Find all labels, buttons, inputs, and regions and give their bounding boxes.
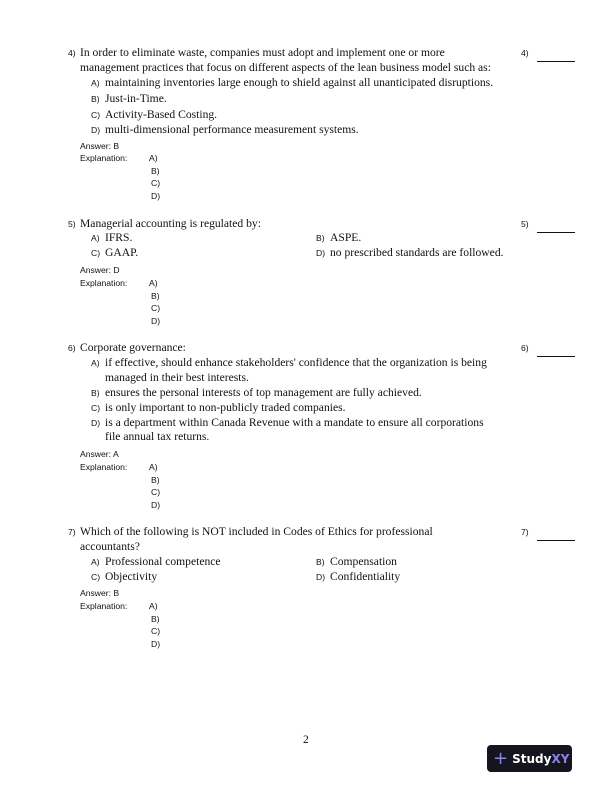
option-label: B) — [316, 557, 325, 567]
explanation-letter: C) — [151, 487, 161, 498]
option-text: GAAP. — [105, 246, 139, 259]
option-text: is only important to non-publicly traded companies. — [105, 401, 346, 414]
answer-slot-number: 5) — [521, 219, 529, 229]
option-text: is a department within Canada Revenue with a mandate to ensure all corporations — [105, 416, 484, 429]
option-label: C) — [91, 110, 101, 120]
option-text: Activity-Based Costing. — [105, 108, 218, 121]
answer-key: Answer: A — [80, 449, 119, 459]
badge-text: Study — [512, 751, 552, 766]
plus-icon: + — [493, 747, 509, 769]
page-number: 2 — [303, 733, 309, 746]
explanation-letter: D) — [151, 638, 161, 649]
answer-slot-number: 4) — [521, 48, 529, 58]
explanation-letter: D) — [151, 190, 161, 201]
explanation-letter: B) — [151, 613, 160, 624]
explanation-letter: D) — [151, 499, 161, 510]
explanation-letter: C) — [151, 178, 161, 189]
option-label: C) — [91, 403, 101, 413]
answer-key: Answer: B — [80, 588, 120, 598]
explanation-letter: C) — [151, 303, 161, 314]
explanation-letter: B) — [151, 165, 160, 176]
option-label: B) — [91, 94, 100, 104]
option-text: IFRS. — [105, 231, 133, 244]
option-text: Objectivity — [105, 570, 158, 583]
question-stem: accountants? — [80, 540, 140, 553]
option-text: ensures the personal interests of top management are fully achieved. — [105, 386, 422, 399]
question-stem: Which of the following is NOT included in Codes of Ethics for professional — [80, 525, 433, 538]
explanation-label: Explanation: — [80, 278, 128, 288]
explanation-letter: A) — [149, 462, 158, 472]
question-stem: Corporate governance: — [80, 341, 186, 354]
option-text: if effective, should enhance stakeholders' confidence that the organization is being — [105, 356, 487, 369]
option-label: B) — [316, 233, 325, 243]
explanation-letter: B) — [151, 474, 160, 485]
answer-key: Answer: B — [80, 141, 120, 151]
option-text: Just-in-Time. — [105, 92, 167, 105]
answer-blank[interactable] — [537, 61, 575, 62]
option-label: A) — [91, 358, 100, 368]
answer-blank[interactable] — [537, 540, 575, 541]
option-label: A) — [91, 557, 100, 567]
explanation-letter: A) — [149, 153, 158, 163]
explanation-letter: D) — [151, 315, 161, 326]
option-label: B) — [91, 388, 100, 398]
answer-slot-number: 6) — [521, 343, 529, 353]
question-stem: Managerial accounting is regulated by: — [80, 217, 261, 230]
answer-slot-number: 7) — [521, 527, 529, 537]
option-label: D) — [316, 572, 326, 582]
option-text: multi-dimensional performance measurement systems. — [105, 123, 359, 136]
option-label: A) — [91, 78, 100, 88]
option-text: Professional competence — [105, 555, 221, 568]
option-text: ASPE. — [330, 231, 362, 244]
question-number: 5) — [68, 219, 76, 229]
option-text: Compensation — [330, 555, 397, 568]
explanation-letter: C) — [151, 626, 161, 637]
explanation-letter: A) — [149, 601, 158, 611]
question-number: 6) — [68, 343, 76, 353]
explanation-letter: B) — [151, 290, 160, 301]
option-label: D) — [91, 418, 101, 428]
badge-accent: XY — [551, 751, 570, 766]
option-label: C) — [91, 248, 101, 258]
option-text: maintaining inventories large enough to shield against all unanticipated disruptions. — [105, 76, 494, 89]
option-text: no prescribed standards are followed. — [330, 246, 504, 259]
question-stem: In order to eliminate waste, companies must adopt and implement one or more — [80, 46, 445, 59]
option-label: C) — [91, 572, 101, 582]
answer-blank[interactable] — [537, 356, 575, 357]
option-text-continued: file annual tax returns. — [105, 430, 210, 443]
question-number: 4) — [68, 48, 76, 58]
option-text: Confidentiality — [330, 570, 401, 583]
question-stem: management practices that focus on different aspects of the lean business model such as: — [80, 61, 491, 74]
explanation-label: Explanation: — [80, 601, 128, 611]
option-label: D) — [316, 248, 326, 258]
answer-blank[interactable] — [537, 232, 575, 233]
explanation-label: Explanation: — [80, 153, 128, 163]
explanation-label: Explanation: — [80, 462, 128, 472]
option-label: D) — [91, 125, 101, 135]
studyxy-badge[interactable] — [487, 745, 572, 772]
explanation-letter: A) — [149, 278, 158, 288]
question-number: 7) — [68, 527, 76, 537]
option-text-continued: managed in their best interests. — [105, 371, 249, 384]
answer-key: Answer: D — [80, 265, 120, 275]
option-label: A) — [91, 233, 100, 243]
